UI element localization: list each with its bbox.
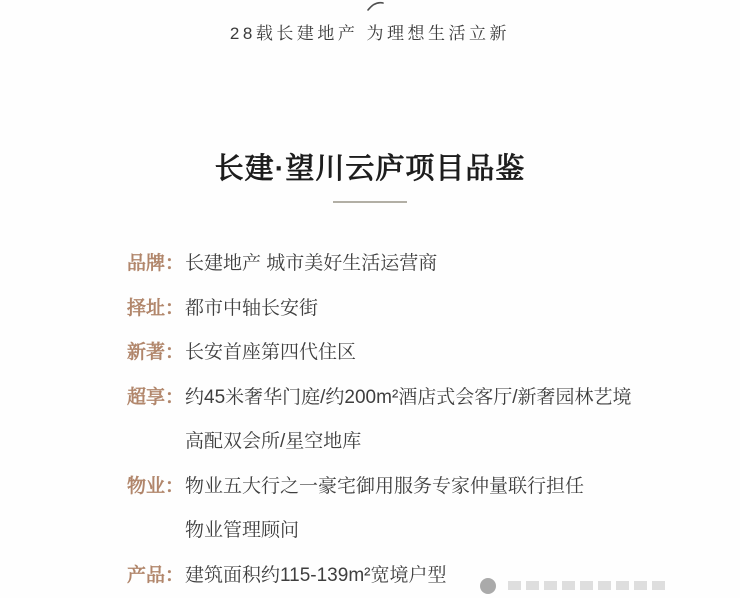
title-divider xyxy=(333,201,407,203)
page-title: 长建·望川云庐项目品鉴 xyxy=(0,152,740,186)
project-details-list xyxy=(127,242,710,598)
logo-stroke-icon xyxy=(366,0,386,12)
watermark xyxy=(480,577,665,590)
detail-content xyxy=(185,331,710,376)
detail-row-brand xyxy=(127,242,710,287)
brand-tagline: 28载长建地产 为理想生活立新 xyxy=(0,19,740,44)
detail-line: 建筑面积约115-139m²宽境户型 xyxy=(185,554,710,598)
detail-label: 物业： xyxy=(127,465,185,510)
detail-row-amenities xyxy=(127,376,710,465)
detail-label: 择址： xyxy=(127,287,185,332)
detail-label: 品牌： xyxy=(127,242,185,287)
detail-line: 物业管理顾问 xyxy=(185,509,710,554)
detail-line: 高配双会所/星空地库 xyxy=(185,420,710,465)
detail-line: 约45米奢华门庭/约200m²酒店式会客厅/新奢园林艺境 xyxy=(185,376,710,421)
detail-line: 长安首座第四代住区 xyxy=(185,331,710,376)
detail-row-location xyxy=(127,287,710,332)
detail-content xyxy=(185,287,710,332)
detail-line: 物业五大行之一豪宅御用服务专家仲量联行担任 xyxy=(185,465,710,510)
detail-label: 超享： xyxy=(127,376,185,421)
detail-content xyxy=(185,242,710,287)
detail-line: 长建地产 城市美好生活运营商 xyxy=(185,242,710,287)
detail-label: 新著： xyxy=(127,331,185,376)
detail-content xyxy=(185,465,710,554)
detail-content xyxy=(185,554,710,598)
detail-label: 产品： xyxy=(127,554,185,598)
detail-row-product xyxy=(127,554,710,598)
detail-row-property-service xyxy=(127,465,710,554)
detail-content xyxy=(185,376,710,465)
detail-line: 都市中轴长安街 xyxy=(185,287,710,332)
detail-row-new-work xyxy=(127,331,710,376)
